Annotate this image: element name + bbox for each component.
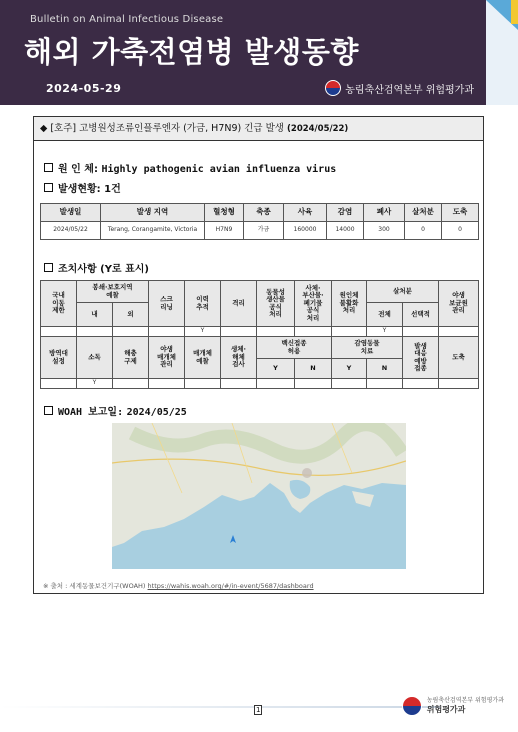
- taeguk-logo-icon: [325, 80, 341, 96]
- square-bullet-icon: [44, 406, 53, 415]
- measures-table-1: 국내 이동 제한 봉쇄·보호지역 예찰 스크 리닝 이력 추적 격리 동물성 생산물 공식 처리 사체· 부산물· 폐기물 공식 처리 원인체 불활화 처리 살처분 야생 보균원 관리 내 외 전체 선택적 Y Y 방역대 설정 소독 해충 구제 야생 매개체 관리 매개체 예찰 생체· 해체 검사 백신접종 허용 감염동물 치료 발생 대응 예방 접종 도축 Y N Y N Y: [40, 280, 479, 389]
- outbreak-data-row: 2024/05/22 Terang, Corangamite, Victoria H7N9 가금 160000 14000 300 0 0: [41, 222, 479, 240]
- header-banner: [0, 0, 486, 105]
- outbreak-map: [112, 423, 406, 569]
- org-name: 농림축산검역본부 위험평가과: [345, 84, 474, 96]
- square-bullet-icon: [44, 183, 53, 192]
- outbreak-header-row: 발생일 발생 지역 혈청형 축종 사육 감염 폐사 살처분 도축: [41, 204, 479, 222]
- map-svg: [112, 423, 406, 569]
- status-line: 발생현황: 1건: [44, 180, 121, 195]
- status-value: 1건: [104, 184, 121, 195]
- source-note: ※ 출처 : 세계동물보건기구(WOAH) https://wahis.woah.org/#/in-event/5687/dashboard: [43, 582, 314, 590]
- taeguk-logo-icon: [402, 696, 422, 716]
- footer-logo: 농림축산검역본부 위험평가과 위험평가과: [402, 696, 504, 716]
- outbreak-table: [40, 203, 479, 240]
- report-title-date: (2024/05/22): [287, 124, 349, 134]
- pathogen-value: Highly pathogenic avian influenza virus: [101, 164, 337, 175]
- bulletin-date: 2024-05-29: [46, 82, 122, 95]
- bulletin-subtitle: Bulletin on Animal Infectious Disease: [30, 14, 224, 25]
- report-title: ◆ [호주] 고병원성조류인플루엔자 (가금, H7N9) 긴급 발생: [40, 123, 284, 134]
- map-pin-icon: [230, 535, 236, 543]
- measures-1-marks-row: Y Y: [41, 327, 479, 337]
- page-number: 1: [256, 706, 261, 714]
- woah-line: WOAH 보고일: 2024/05/25: [44, 403, 187, 418]
- source-link[interactable]: https://wahis.woah.org/#/in-event/5687/dashboard: [147, 582, 314, 590]
- page-title: 해외 가축전염병 발생동향: [24, 35, 359, 69]
- measures-2-marks-row: Y: [41, 379, 479, 389]
- corner-decoration: [486, 0, 518, 105]
- pathogen-line: 원 인 체: Highly pathogenic avian influenza virus: [44, 160, 336, 175]
- woah-date: 2024/05/25: [126, 407, 187, 418]
- square-bullet-icon: [44, 163, 53, 172]
- square-bullet-icon: [44, 263, 53, 272]
- org-label: [325, 80, 474, 96]
- footer-divider: [0, 706, 440, 708]
- measures-heading: 조치사항 (Y로 표시): [44, 260, 149, 275]
- report-title-bar: [34, 117, 483, 141]
